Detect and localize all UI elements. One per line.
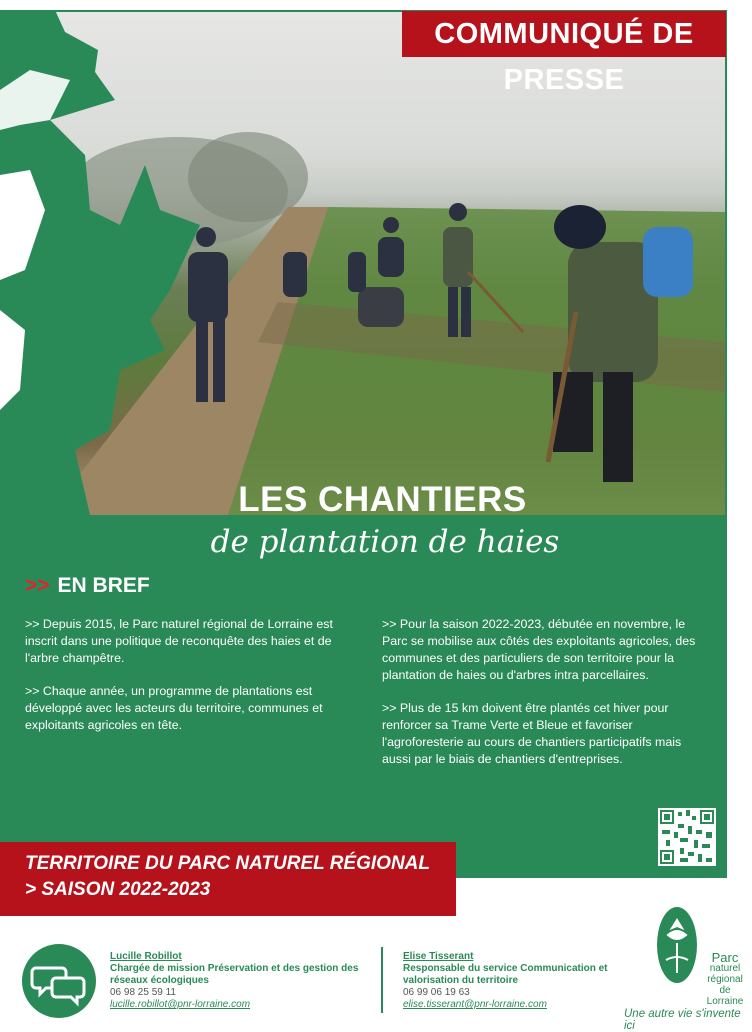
page-title: LES CHANTIERS: [238, 480, 527, 519]
brief-right-column: [382, 616, 712, 784]
contact-phone: 06 99 06 19 63: [403, 987, 470, 998]
brief-heading: [25, 574, 150, 598]
banner-season: > SAISON 2022-2023: [25, 879, 211, 900]
press-release-badge: COMMUNIQUÉ DE PRESSE: [402, 11, 726, 57]
contact-chat-icon: [22, 944, 96, 1018]
qr-code[interactable]: [658, 808, 716, 866]
park-logo-text: [700, 952, 750, 1007]
contact-name: Elise Tisserant: [403, 951, 474, 962]
brief-paragraph: >> Chaque année, un programme de plantations est développé avec les acteurs du territoire, communes et exploitants agricoles en tête.: [25, 684, 323, 732]
contact-divider: [381, 947, 383, 1013]
region-season-banner: [0, 842, 456, 916]
banner-territory: TERRITOIRE DU PARC NATUREL RÉGIONAL: [25, 853, 430, 874]
contact-role: Responsable du service Communication et valorisation du territoire: [403, 963, 608, 986]
logo-line: Parc: [711, 950, 739, 965]
brief-paragraph: >> Depuis 2015, le Parc naturel régional de Lorraine est inscrit dans une politique de reconquête des haies et de l'arbre champêtre.: [25, 617, 333, 665]
brief-arrow: >>: [25, 574, 50, 597]
holly-leaf-decoration: [0, 10, 215, 520]
contact-email-link[interactable]: lucille.robillot@pnr-lorraine.com: [110, 999, 251, 1010]
page-subtitle: de plantation de haies: [210, 524, 560, 560]
park-logo-icon: [654, 905, 700, 985]
contact-email-link[interactable]: elise.tisserant@pnr-lorraine.com: [403, 999, 547, 1010]
logo-line: naturel: [709, 963, 741, 974]
brief-paragraph: >> Pour la saison 2022-2023, débutée en novembre, le Parc se mobilise aux côtés des exploitants agricoles, des communes et des particuliers de son territoire pour la plantation de haies ou d'arbres intra parcellaires.: [382, 617, 696, 682]
contact-role: Chargée de mission Préservation et des gestion des réseaux écologiques: [110, 963, 359, 986]
logo-line: régional: [707, 974, 743, 985]
brief-heading-text: EN BREF: [57, 574, 150, 597]
contact-name: Lucille Robillot: [110, 951, 182, 962]
logo-line: de Lorraine: [706, 985, 744, 1007]
park-tagline: Une autre vie s'invente ici: [624, 1008, 741, 1032]
brief-left-column: [25, 616, 355, 750]
contact-phone: 06 98 25 59 11: [110, 987, 176, 998]
brief-paragraph: >> Plus de 15 km doivent être plantés cet hiver pour renforcer sa Trame Verte et Bleue et favoriser l'agroforesterie au cours de chantiers participatifs mais aussi par le biais de chantiers d'entreprises.: [382, 701, 682, 766]
contact-card: [110, 951, 380, 1011]
contact-card: [403, 951, 613, 1011]
